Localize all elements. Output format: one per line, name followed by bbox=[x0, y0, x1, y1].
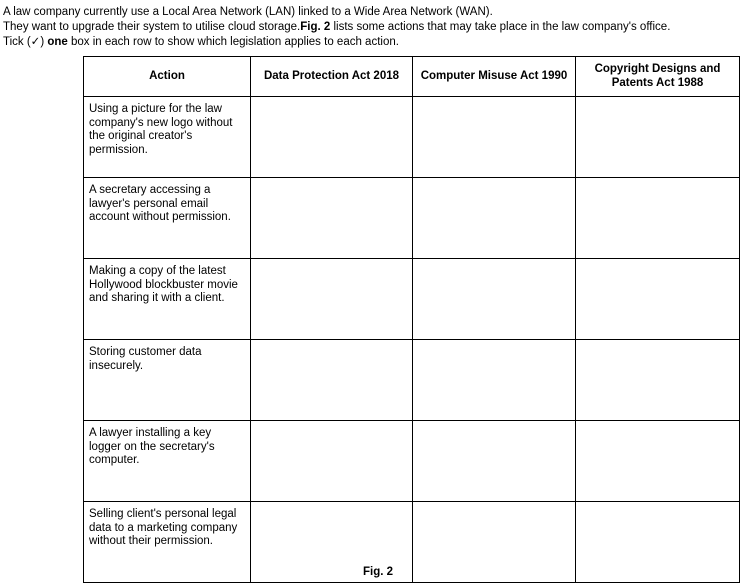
tick-box-computer-misuse-act[interactable] bbox=[413, 259, 576, 340]
table-body bbox=[84, 97, 740, 583]
action-description: Making a copy of the latest Hollywood blockbuster movie and sharing it with a client. bbox=[84, 259, 251, 340]
tick-box-copyright-designs-patents-act[interactable] bbox=[576, 421, 740, 502]
table-row bbox=[84, 421, 740, 502]
tick-box-data-protection-act[interactable] bbox=[251, 97, 413, 178]
table-row bbox=[84, 97, 740, 178]
tick-box-data-protection-act[interactable] bbox=[251, 259, 413, 340]
table-row bbox=[84, 259, 740, 340]
intro-line-3-part-2: box in each row to show which legislation applies to each action. bbox=[67, 36, 399, 48]
column-header-computer-misuse-act: Computer Misuse Act 1990 bbox=[413, 57, 576, 97]
legislation-table bbox=[83, 56, 740, 583]
intro-line-2 bbox=[3, 20, 751, 35]
tick-box-data-protection-act[interactable] bbox=[251, 178, 413, 259]
intro-line-3 bbox=[3, 35, 751, 50]
intro-text bbox=[3, 5, 751, 50]
intro-line-3-part-1: Tick (✓) bbox=[3, 36, 48, 48]
table-header-row bbox=[84, 57, 740, 97]
legislation-table-wrapper bbox=[83, 56, 739, 583]
figure-caption: Fig. 2 bbox=[362, 566, 394, 578]
table-header bbox=[84, 57, 740, 97]
tick-box-copyright-designs-patents-act[interactable] bbox=[576, 340, 740, 421]
fig-reference: Fig. 2 bbox=[300, 21, 331, 33]
tick-box-computer-misuse-act[interactable] bbox=[413, 97, 576, 178]
action-description: Storing customer data insecurely. bbox=[84, 340, 251, 421]
column-header-action: Action bbox=[84, 57, 251, 97]
column-header-data-protection-act: Data Protection Act 2018 bbox=[251, 57, 413, 97]
action-description: Using a picture for the law company's new logo without the original creator's permission. bbox=[84, 97, 251, 178]
action-description: Selling client's personal legal data to a marketing company without their permission. bbox=[84, 502, 251, 583]
table-row bbox=[84, 340, 740, 421]
tick-box-data-protection-act[interactable] bbox=[251, 421, 413, 502]
tick-box-computer-misuse-act[interactable] bbox=[413, 421, 576, 502]
column-header-copyright-designs-patents-act: Copyright Designs and Patents Act 1988 bbox=[576, 57, 740, 97]
tick-box-copyright-designs-patents-act[interactable] bbox=[576, 259, 740, 340]
tick-box-copyright-designs-patents-act[interactable] bbox=[576, 97, 740, 178]
table-row bbox=[84, 178, 740, 259]
tick-box-computer-misuse-act[interactable] bbox=[413, 340, 576, 421]
tick-box-computer-misuse-act[interactable] bbox=[413, 178, 576, 259]
action-description: A lawyer installing a key logger on the secretary's computer. bbox=[84, 421, 251, 502]
intro-line-2-part-2: lists some actions that may take place in the law company's office. bbox=[330, 21, 671, 33]
tick-box-data-protection-act[interactable] bbox=[251, 340, 413, 421]
intro-line-1: A law company currently use a Local Area Network (LAN) linked to a Wide Area Network (WAN). bbox=[3, 6, 493, 18]
tick-box-copyright-designs-patents-act[interactable] bbox=[576, 178, 740, 259]
intro-emphasis-one: one bbox=[47, 36, 68, 48]
intro-line-2-part-1: They want to upgrade their system to utilise cloud storage. bbox=[3, 21, 301, 33]
action-description: A secretary accessing a lawyer's personal email account without permission. bbox=[84, 178, 251, 259]
